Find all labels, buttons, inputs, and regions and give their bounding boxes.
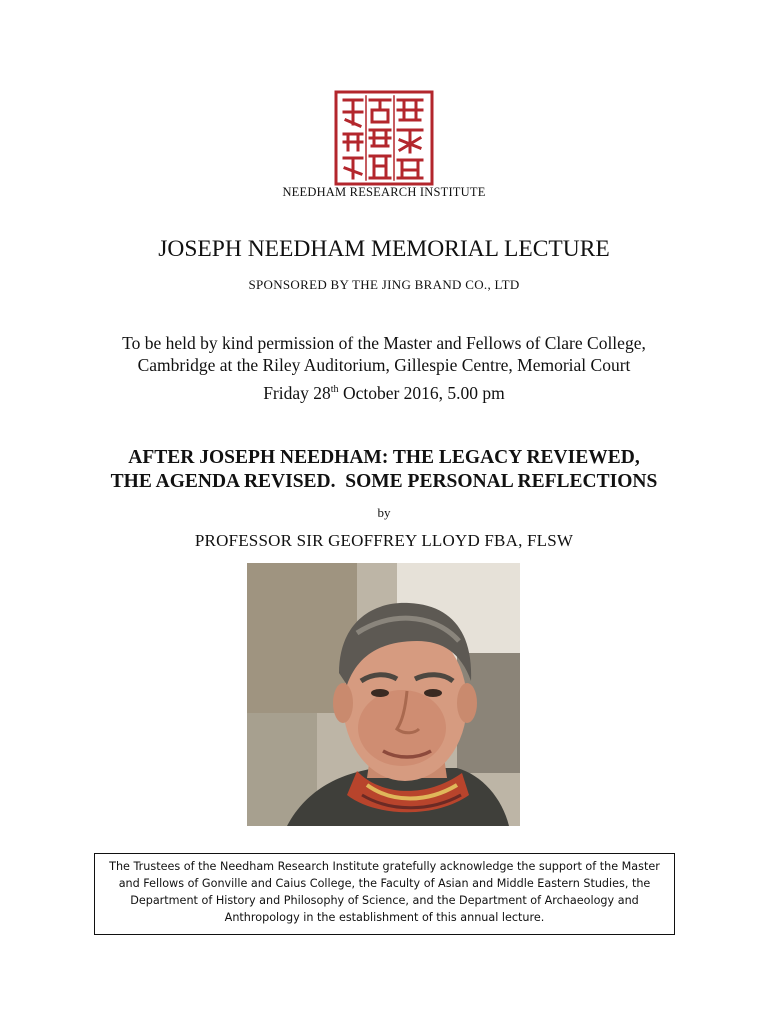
by-label: by <box>377 505 391 520</box>
acknowledgement-box: The Trustees of the Needham Research Institute gratefully acknowledge the support of the Master and Fellows of Gonville and Caius College, the Faculty of Asian and Middle Eastern Studies, the Department of History and Philosophy of Science, and the Department of Archaeology and Anthropology in the establishment of this annual lecture. <box>94 853 675 935</box>
event-title: JOSEPH NEEDHAM MEMORIAL LECTURE <box>158 236 610 262</box>
date-prefix: Friday 28 <box>263 383 331 403</box>
venue-line-1: To be held by kind permission of the Master and Fellows of Clare College, <box>122 333 646 353</box>
date-rest: October 2016, 5.00 pm <box>338 383 505 403</box>
institute-name: NEEDHAM RESEARCH INSTITUTE <box>282 185 486 199</box>
venue-line-2: Cambridge at the Riley Auditorium, Gillespie Centre, Memorial Court <box>137 355 631 375</box>
lecture-title-line-1: AFTER JOSEPH NEEDHAM: THE LEGACY REVIEWED, <box>128 447 640 468</box>
red-chinese-seal-icon <box>334 90 434 186</box>
lecture-title <box>0 446 768 494</box>
date-suffix: th <box>330 384 339 396</box>
speaker-name: PROFESSOR SIR GEOFFREY LLOYD FBA, FLSW <box>194 531 574 550</box>
venue-text <box>0 332 768 376</box>
event-date <box>0 383 768 404</box>
speaker-portrait-photo <box>247 563 520 826</box>
sponsor-line: SPONSORED BY THE JING BRAND CO., LTD <box>248 277 520 292</box>
lecture-title-line-2: THE AGENDA REVISED. SOME PERSONAL REFLECTIONS <box>110 471 658 492</box>
